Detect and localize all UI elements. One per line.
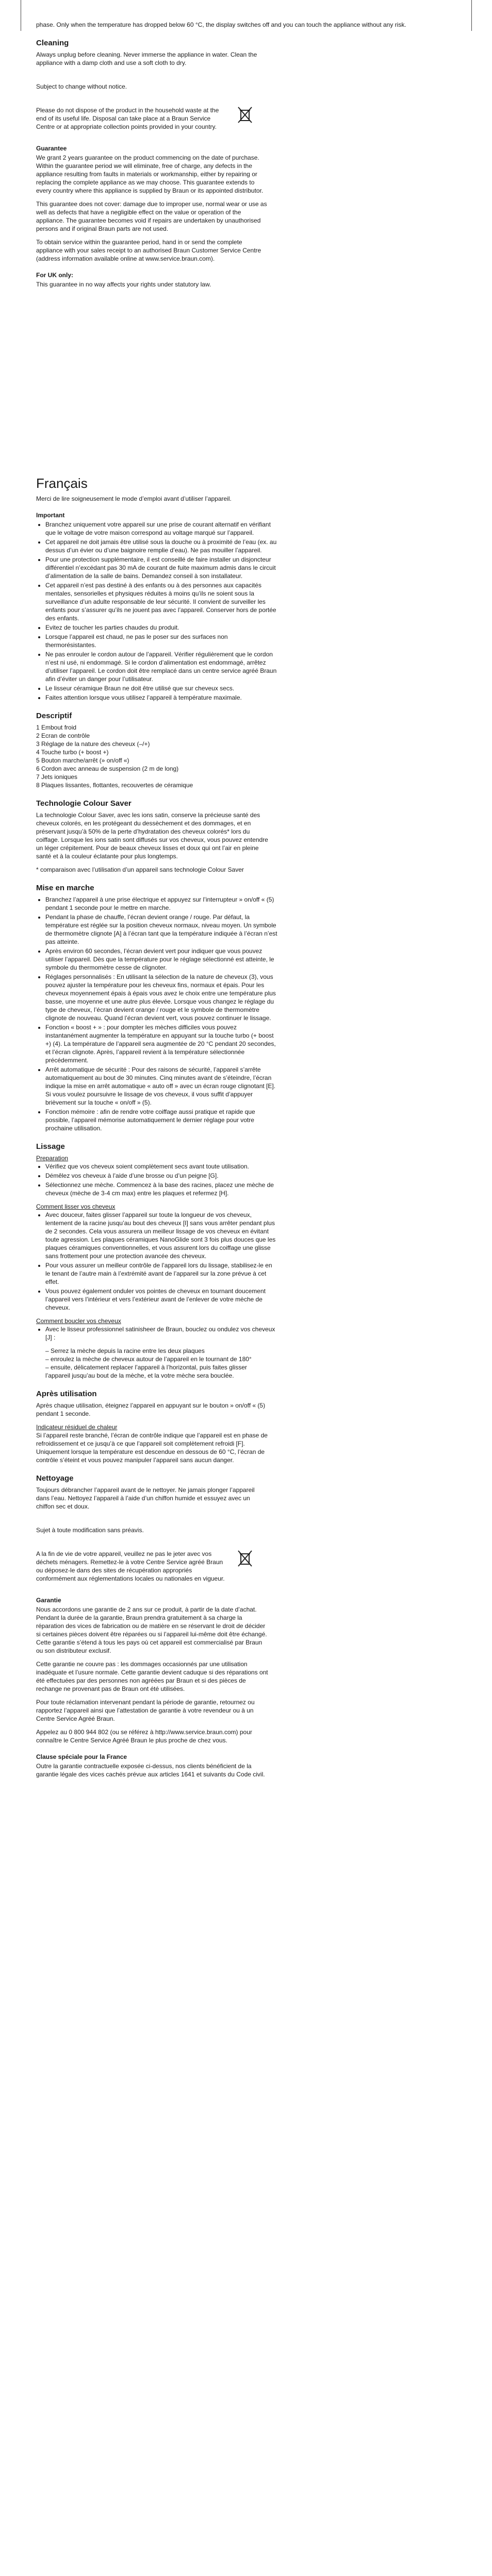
mise-list bbox=[36, 895, 277, 1132]
mise-title: Mise en marche bbox=[36, 884, 94, 892]
list-item: • Avec douceur, faites glisser l’appareil sur toute la longueur de vos cheveux, lentement de la racine jusqu’au bout des cheveux [I] sans vous arrêter pendant plus de 2 secondes. Cela vous assurera un meilleur lissage de vos cheveux en évitant toute agression. Les plaques céramiques NanoGlide sont 3 fois plus douces que les plaques céramiques conventionnelles, et vous assurent lors du coiffage une glisse sans frottement pour une protection avancée des cheveux. bbox=[45, 1211, 277, 1260]
crossed-bin-icon bbox=[237, 106, 253, 124]
lisser-title: Comment lisser vos cheveux bbox=[36, 1203, 116, 1210]
list-item: • Réglages personnalisés : En utilisant la sélection de la nature de cheveux (3), vous pouvez ajuster la température pour les cheveux fins, normaux et épais. Pour les cheveux moyennement épais à épais vous avez le choix entre une température plus basse, une moyenne et une autre plus élevée. Lorsque vous changez le réglage du type de cheveux, l’écran devient orange / rouge et le symbole de thermomètre clignote de nouveau. Quand l’écran devient vert, vous pouvez continuer le lissage. bbox=[45, 973, 277, 1022]
list-item: • Evitez de toucher les parties chaudes du produit. bbox=[45, 623, 277, 632]
disposal-block bbox=[36, 106, 253, 136]
list-item: • Le lisseur céramique Braun ne doit être utilisé que sur cheveux secs. bbox=[45, 684, 277, 692]
list-item: • Pour une protection supplémentaire, il est conseillé de faire installer un disjoncteur différentiel n’excédant pas 30 mA de courant de fuite maximum admis dans le circuit d’alimentation de la salle de bains. Demandez conseil à son installateur. bbox=[45, 555, 277, 580]
document-body bbox=[36, 21, 459, 1784]
crop-mark bbox=[471, 0, 472, 31]
boucler-list bbox=[36, 1325, 277, 1342]
list-item: • Cet appareil n’est pas destiné à des enfants ou à des personnes aux capacités mentales, sensorielles et physiques réduites à moins qu’ils ne soient sous la surveillance d’un adulte responsable de leur sécurité. Il convient de surveiller les enfants pour s’assurer qu’ils ne jouent pas avec l’appareil. Conserver hors de portée des enfants. bbox=[45, 581, 277, 622]
important-list bbox=[36, 520, 277, 702]
garantie-p3: Pour toute réclamation intervenant pendant la période de garantie, retournez ou rapportez l’appareil ainsi que l’attestation de garantie à votre revendeur ou à un Centre Service Agréé Braun. bbox=[36, 1699, 255, 1722]
list-item: • Branchez uniquement votre appareil sur une prise de courant alternatif en vérifiant que le voltage de votre maison correspond au voltage marqué sur l’appareil. bbox=[45, 520, 277, 537]
lissage-title: Lissage bbox=[36, 1142, 65, 1151]
boucler-steps: – Serrez la mèche depuis la racine entre les deux plaques – enroulez la mèche de cheveux autour de l’appareil en le tournant de 180° – ensuite, délicatement replacer l’appareil à l’horizontal, puis faites glisser l’appareil jusqu’au bout de la mèche, et la votre mèche sera bouclée. bbox=[45, 1347, 252, 1379]
garantie-p4: Appelez au 0 800 944 802 (ou se référez à http://www.service.braun.com) pour connaître le Centre Service Agréé Braun le plus proche de chez vous. bbox=[36, 1728, 252, 1744]
cleaning-title: Cleaning bbox=[36, 39, 69, 47]
list-item: • Ne pas enrouler le cordon autour de l’appareil. Vérifier régulièrement que le cordon n’est ni usé, ni endommagé. Si le cordon d’alimentation est endommagé, arrêtez d’utiliser l’appareil. Le cordon doit être remplacé dans un centre service agréé Braun afin d’éviter un danger pour l’utilisateur. bbox=[45, 650, 277, 683]
list-item: 7 Jets ioniques bbox=[36, 773, 78, 781]
guarantee-p2: This guarantee does not cover: damage due to improper use, normal wear or use as well as defects that have a negligible effect on the value or operation of the appliance. The guarantee becomes void if repairs are undertaken by unauthorised persons and if original Braun parts are not used. bbox=[36, 200, 267, 232]
boucler-title: Comment boucler vos cheveux bbox=[36, 1317, 121, 1325]
guarantee-title: Guarantee bbox=[36, 145, 67, 152]
cleaning-text: Always unplug before cleaning. Never immerse the appliance in water. Clean the appliance with a damp cloth and use a soft cloth to dry. bbox=[36, 51, 257, 66]
france-title: Clause spéciale pour la France bbox=[36, 1753, 127, 1760]
list-item: • Après environ 60 secondes, l’écran devient vert pour indiquer que vous pouvez utiliser l’appareil. Dès que la température pour le réglage sélectionné est atteinte, le symbole du thermomètre cesse de clignoter. bbox=[45, 947, 277, 972]
descriptif-list bbox=[36, 723, 459, 789]
lisser-list bbox=[36, 1211, 277, 1312]
uk-text: This guarantee in no way affects your rights under statutory law. bbox=[36, 281, 211, 288]
list-item: 2 Ecran de contrôle bbox=[36, 732, 90, 739]
uk-title: For UK only: bbox=[36, 272, 73, 279]
residuel-text: Si l’appareil reste branché, l’écran de contrôle indique que l’appareil est en phase de refroidissement et ce jusqu’à ce que l’appareil soit complètement refroidi [F]. Uniquement lorsque la température est descendue en dessous de 60 °C, l’écran de contrôle s’éteint et vous pouvez manipuler l’appareil sans aucun danger. bbox=[36, 1432, 268, 1464]
fr-disposal-text: A la fin de vie de votre appareil, veuillez ne pas le jeter avec vos déchets ménagers. Remettez-le à votre Centre Service agréé Braun ou déposez-le dans des sites de récupération appropriés conformément aux réglementations locales ou nationales en vigueur. bbox=[36, 1550, 225, 1582]
list-item: • Pendant la phase de chauffe, l’écran devient orange / rouge. Par défaut, la température est réglée sur la position cheveux normaux, niveau moyen. Un symbole de thermomètre clignote [A] à l’écran tant que la température indiquée à l’écran n’est pas atteinte. bbox=[45, 913, 277, 946]
garantie-title: Garantie bbox=[36, 1597, 61, 1604]
list-item: • Branchez l’appareil à une prise électrique et appuyez sur l’interrupteur » on/off « (5) pendant 1 seconde pour le mettre en marche. bbox=[45, 895, 277, 912]
list-item: • Fonction mémoire : afin de rendre votre coiffage aussi pratique et rapide que possible, l’appareil mémorise automatiquement le dernier réglage pour votre prochaine utilisation. bbox=[45, 1108, 277, 1132]
fr-disposal-block bbox=[36, 1550, 253, 1588]
garantie-p1: Nous accordons une garantie de 2 ans sur ce produit, à partir de la date d’achat. Pendant la durée de la garantie, Braun prendra gratuitement à sa charge la réparation des vices de fabrication ou de matière en se réservant le droit de décider si certaines pièces doivent être réparées ou si l’appareil lui-même doit être échangé. Cette garantie s’étend à tous les pays où cet appareil est commercialisé par Braun ou son distributeur exclusif. bbox=[36, 1606, 267, 1654]
list-item: • Arrêt automatique de sécurité : Pour des raisons de sécurité, l’appareil s’arrête automatiquement au bout de 30 minutes. Cinq minutes avant de s’éteindre, l’écran indique la mise en arrêt automatique « auto off » avec un écran rouge clignotant [E]. Si vous voulez poursuivre le lissage de vos cheveux, il vous suffit d’appuyer brièvement sur la touche « on/off » (5). bbox=[45, 1065, 277, 1107]
list-item: • Démêlez vos cheveux à l’aide d’une brosse ou d’un peigne [G]. bbox=[45, 1172, 277, 1180]
list-item: • Vérifiez que vos cheveux soient complètement secs avant toute utilisation. bbox=[45, 1162, 277, 1171]
list-item: 3 Réglage de la nature des cheveux (–/+) bbox=[36, 740, 150, 748]
list-item: • Faites attention lorsque vous utilisez l’appareil à température maximale. bbox=[45, 693, 277, 702]
descriptif-title: Descriptif bbox=[36, 711, 72, 720]
apres-text: Après chaque utilisation, éteignez l’appareil en appuyant sur le bouton » on/off « (5) pendant 1 seconde. bbox=[36, 1402, 266, 1417]
list-item: • Sélectionnez une mèche. Commencez à la base des racines, placez une mèche de cheveux (mèche de 3-4 cm max) entre les plaques et refermez [H]. bbox=[45, 1181, 277, 1197]
list-item: • Avec le lisseur professionnel satinisheer de Braun, bouclez ou ondulez vos cheveux [J] : bbox=[45, 1325, 277, 1342]
colour-text: La technologie Colour Saver, avec les ions satin, conserve la précieuse santé des cheveux colorés, en les protégeant du dessèchement et des dommages, et en préservant jusqu’à 50% de la perte d’hydratation des cheveux colorés* lors du coiffage. Lorsque les ions satin sont diffusés sur vos cheveux, vous pouvez entendre un léger crépitement. Pour de beaux cheveux lisses et doux qui ont l’air en pleine santé et à la couleur éclatante pour plus longtemps. bbox=[36, 811, 268, 860]
nettoyage-text: Toujours débrancher l’appareil avant de le nettoyer. Ne jamais plonger l’appareil dans l’eau. Nettoyez l’appareil à l’aide d’un chiffon humide et essuyez avec un chiffon sec et doux. bbox=[36, 1486, 255, 1510]
list-item: • Vous pouvez également onduler vos pointes de cheveux en tournant doucement l’appareil vers l’intérieur et vers l’extérieur avant de l’enlever de votre mèche de cheveux. bbox=[45, 1287, 277, 1312]
list-item: • Fonction « boost + » : pour dompter les mèches difficiles vous pouvez instantanément augmenter la température en appuyant sur la touche turbo (+ boost +) (4). La température de l’appareil sera augmentée de 20 °C pendant 20 secondes, et l’écran clignote. Après, l’appareil revient à la température sélectionnée précédemment. bbox=[45, 1023, 277, 1064]
fr-title: Français bbox=[36, 476, 88, 491]
garantie-p2: Cette garantie ne couvre pas : les dommages occasionnés par une utilisation inadéquate et l’usure normale. Cette garantie devient caduque si des réparations ont été effectuées par des personnes non agréées par Braun et si des pièces de rechange ne provenant pas de Braun ont été utilisées. bbox=[36, 1660, 268, 1692]
list-item: Serrez la mèche depuis la racine entre les deux plaques bbox=[51, 1347, 205, 1354]
crossed-bin-icon bbox=[237, 1550, 253, 1567]
guarantee-p3: To obtain service within the guarantee period, hand in or send the complete appliance with your sales receipt to an authorised Braun Customer Service Centre (address information available online at www.service.braun.com). bbox=[36, 239, 261, 262]
subject-change: Subject to change without notice. bbox=[36, 83, 127, 90]
list-item: 6 Cordon avec anneau de suspension (2 m de long) bbox=[36, 765, 179, 772]
list-item: 1 Embout froid bbox=[36, 724, 77, 731]
important-title: Important bbox=[36, 512, 65, 519]
intro-tail: phase. Only when the temperature has dropped below 60 °C, the display switches off and you can touch the appliance without any risk. bbox=[36, 21, 406, 28]
list-item: • Lorsque l’appareil est chaud, ne pas le poser sur des surfaces non thermorésistantes. bbox=[45, 633, 277, 649]
preparation-list bbox=[36, 1162, 277, 1197]
list-item: • Cet appareil ne doit jamais être utilisé sous la douche ou à proximité de l’eau (ex. au dessus d’un évier ou d’une baignoire remplie d’eau). Ne pas mouiller l’appareil. bbox=[45, 538, 277, 554]
guarantee-p1: We grant 2 years guarantee on the product commencing on the date of purchase. Within the guarantee period we will eliminate, free of charge, any defects in the appliance resulting from faults in materials or workmanship, either by repairing or replacing the complete appliance as we may choose. This guarantee extends to every country where this appliance is supplied by Braun or its appointed distributor. bbox=[36, 154, 264, 194]
colour-note: * comparaison avec l’utilisation d’un appareil sans technologie Colour Saver bbox=[36, 866, 244, 873]
list-item: • Pour vous assurer un meilleur contrôle de l’appareil lors du lissage, stabilisez-le en le tenant de l’autre main à l’extrémité avant de l’appareil sur la zone prévue à cet effet. bbox=[45, 1261, 277, 1286]
apres-title: Après utilisation bbox=[36, 1389, 97, 1398]
sujet-text: Sujet à toute modification sans préavis. bbox=[36, 1527, 144, 1534]
list-item: 4 Touche turbo (+ boost +) bbox=[36, 749, 109, 756]
fr-intro: Merci de lire soigneusement le mode d’emploi avant d’utiliser l’appareil. bbox=[36, 495, 232, 502]
list-item: 8 Plaques lissantes, flottantes, recouvertes de céramique bbox=[36, 782, 193, 789]
france-text: Outre la garantie contractuelle exposée ci-dessus, nos clients bénéficient de la garantie légale des vices cachés prévue aux articles 1641 et suivants du Code civil. bbox=[36, 1762, 265, 1778]
list-item: 5 Bouton marche/arrêt (» on/off «) bbox=[36, 757, 129, 764]
nettoyage-title: Nettoyage bbox=[36, 1474, 74, 1483]
preparation-title: Preparation bbox=[36, 1155, 69, 1162]
list-item: ensuite, délicatement replacer l’appareil à l’horizontal, puis faites glisser l’appareil jusqu’au bout de la mèche, et la votre mèche sera bouclée. bbox=[45, 1364, 247, 1379]
residuel-title: Indicateur résiduel de chaleur bbox=[36, 1423, 118, 1431]
colour-title: Technologie Colour Saver bbox=[36, 799, 132, 808]
list-item: enroulez la mèche de cheveux autour de l’appareil en le tournant de 180° bbox=[51, 1355, 252, 1363]
disposal-text: Please do not dispose of the product in the household waste at the end of its useful life. Disposal can take place at a Braun Service Centre or at appropriate collection points provided in your country. bbox=[36, 107, 219, 130]
